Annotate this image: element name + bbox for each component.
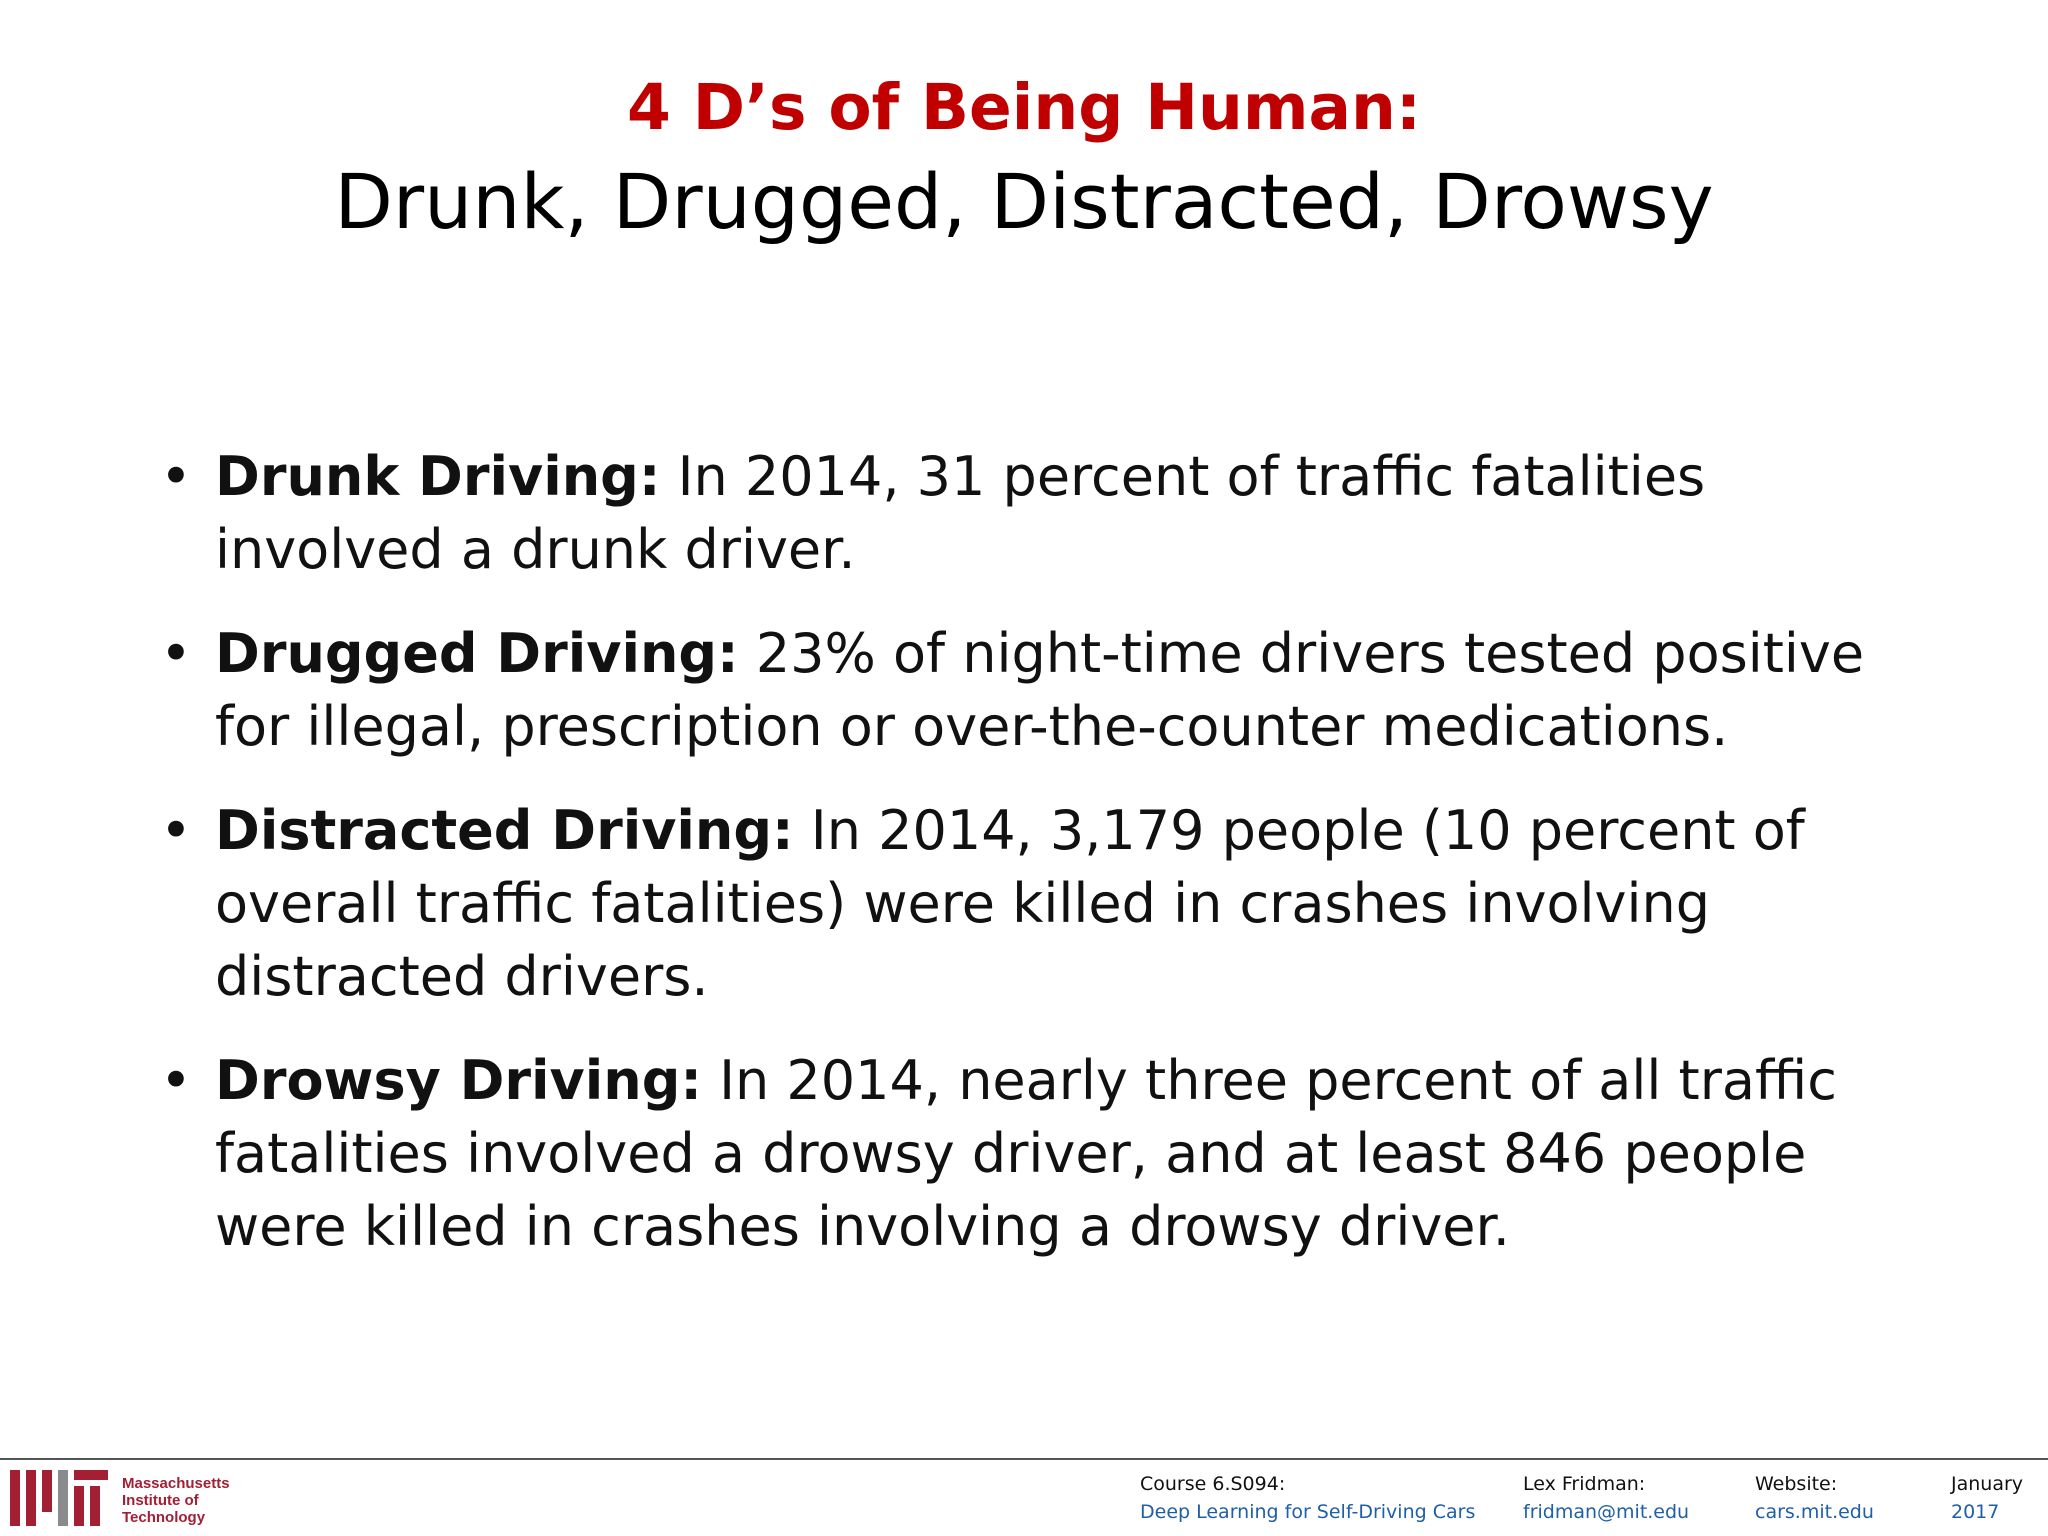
logo-line: Institute of [122, 1492, 199, 1509]
bullet-drunk-driving [160, 440, 1880, 586]
bullet-label: Drugged Driving: [215, 622, 739, 685]
website-label: Website: [1755, 1473, 1838, 1495]
bullet-list [160, 440, 1880, 1294]
footer-date [1951, 1470, 2023, 1526]
footer-website [1755, 1470, 1874, 1526]
logo-line: Massachusetts [122, 1475, 230, 1492]
mit-logo-text [122, 1475, 230, 1526]
bullet-text: In 2014, 3,179 people (10 percent of overall traffic fatalities) were killed in crashes involving distracted drivers. [215, 799, 1805, 1008]
website-link[interactable]: cars.mit.edu [1755, 1501, 1874, 1523]
bullet-text: In 2014, nearly three percent of all traffic fatalities involved a drowsy driver, and at least 846 people were killed in crashes involving a drowsy driver. [215, 1049, 1837, 1258]
bullet-drowsy-driving [160, 1044, 1880, 1263]
bullet-dot-icon: • [160, 622, 192, 685]
course-number: Course 6.S094: [1140, 1473, 1286, 1495]
mit-logo-icon [10, 1470, 108, 1526]
bullet-label: Drunk Driving: [215, 445, 661, 508]
mit-logo [10, 1470, 230, 1530]
bullet-dot-icon: • [160, 1049, 192, 1112]
slide-subtitle: Drunk, Drugged, Distracted, Drowsy [334, 157, 1714, 246]
logo-line: Technology [122, 1509, 206, 1526]
date-year: 2017 [1951, 1501, 2000, 1523]
author-email-link[interactable]: fridman@mit.edu [1523, 1501, 1690, 1523]
footer-divider [0, 1458, 2048, 1460]
bullet-drugged-driving [160, 617, 1880, 763]
date-month: January [1951, 1473, 2024, 1495]
bullet-text: In 2014, 31 percent of traffic fatalities involved a drunk driver. [215, 445, 1706, 581]
bullet-distracted-driving [160, 794, 1880, 1013]
slide-title: 4 D’s of Being Human: [626, 71, 1422, 144]
bullet-label: Drowsy Driving: [215, 1049, 702, 1112]
bullet-dot-icon: • [160, 445, 192, 508]
footer-course [1140, 1470, 1475, 1526]
author-name: Lex Fridman: [1523, 1473, 1646, 1495]
bullet-label: Distracted Driving: [215, 799, 794, 862]
course-title-link[interactable]: Deep Learning for Self-Driving Cars [1140, 1501, 1476, 1523]
footer-author [1523, 1470, 1689, 1526]
bullet-text: 23% of night-time drivers tested positive for illegal, prescription or over-the-counter medications. [215, 622, 1865, 758]
bullet-dot-icon: • [160, 799, 192, 862]
